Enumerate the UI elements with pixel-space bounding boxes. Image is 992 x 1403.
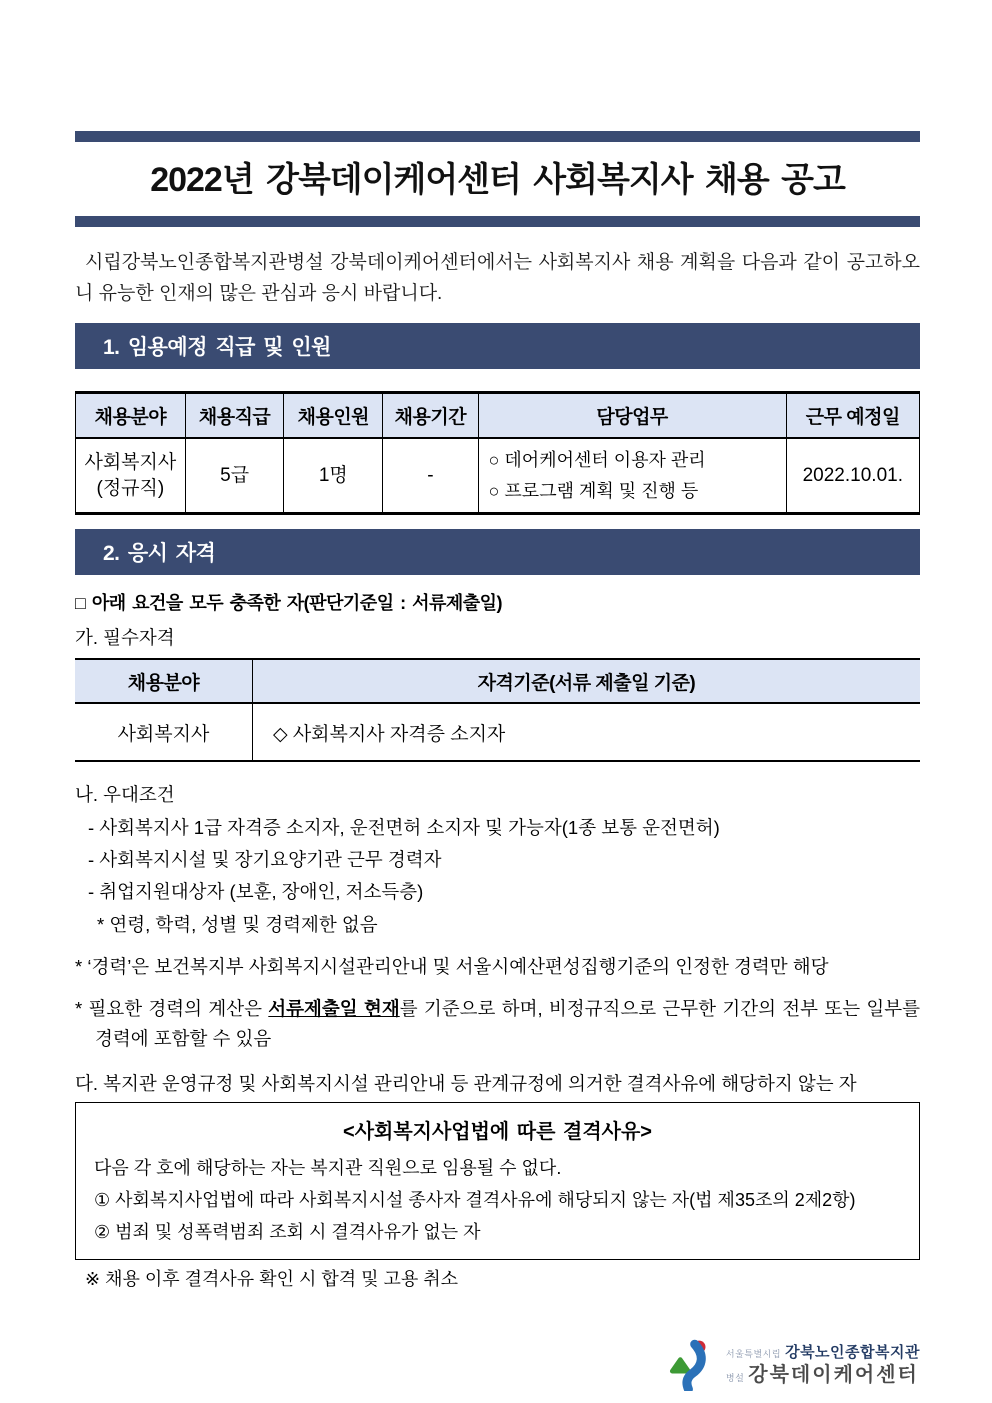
duty-item: ○ 데어케어센터 이용자 관리 bbox=[488, 450, 706, 471]
sub-label-a: 가. 필수자격 bbox=[75, 627, 175, 649]
qual-col-header-field: 채용분야 bbox=[75, 659, 252, 703]
logo-org-line bbox=[726, 1344, 920, 1363]
disqualification-line: 다음 각 호에 해당하는 자는 복지관 직원으로 임용될 수 없다. bbox=[94, 1157, 562, 1178]
disqualification-box bbox=[75, 1102, 920, 1260]
position-table bbox=[75, 391, 920, 516]
career-note-2-emphasis: 서류제출일 현재 bbox=[268, 997, 400, 1019]
sub-label-b: 나. 우대조건 bbox=[75, 784, 175, 806]
cell-field bbox=[76, 438, 186, 514]
organization-logo-text bbox=[726, 1344, 920, 1388]
duty-item: ○ 프로그램 계획 및 진행 등 bbox=[488, 480, 699, 501]
document-page bbox=[75, 0, 920, 1396]
organization-logo-icon bbox=[665, 1337, 719, 1396]
position-table-row bbox=[76, 438, 920, 514]
preference-item: - 취업지원대상자 (보훈, 장애인, 저소득층) bbox=[88, 881, 424, 903]
title-rule-bottom bbox=[75, 216, 920, 227]
section2-heading: 2. 응시 자격 bbox=[75, 529, 920, 575]
organization-logo bbox=[665, 1337, 920, 1396]
cell-field-line2: (정규직) bbox=[96, 477, 165, 499]
qualification-header-row bbox=[75, 659, 920, 703]
disqualification-box-title: <사회복지사업법에 따른 결격사유> bbox=[343, 1120, 652, 1143]
cancellation-note: ※ 채용 이후 결격사유 확인 시 합격 및 고용 취소 bbox=[85, 1268, 459, 1289]
cell-count: 1명 bbox=[284, 438, 383, 514]
preference-block bbox=[75, 779, 920, 941]
col-header-period: 채용기간 bbox=[383, 392, 478, 438]
col-header-duties: 담당업무 bbox=[478, 392, 786, 438]
career-note-1: * ‘경력’은 보건복지부 사회복지시설관리안내 및 서울시예산편성집행기준의 인정한 경력만 해당 bbox=[75, 956, 829, 978]
logo-org-prefix: 서울특별시립 bbox=[725, 1349, 782, 1360]
requirement-note: □ 아래 요건을 모두 충족한 자(판단기준일 : 서류제출일) bbox=[75, 593, 503, 614]
preference-star-note: * 연령, 학력, 성별 및 경력제한 없음 bbox=[97, 913, 378, 935]
cell-start-date: 2022.10.01. bbox=[786, 438, 919, 514]
sub-label-c: 다. 복지관 운영규정 및 사회복지시설 관리안내 등 관계규정에 의거한 결격사유에 해당하지 않는 자 bbox=[75, 1072, 857, 1094]
disqualification-line: ② 범죄 및 성폭력범죄 조회 시 결격사유가 없는 자 bbox=[94, 1222, 481, 1243]
col-header-count: 채용인원 bbox=[284, 392, 383, 438]
qual-cell-field: 사회복지사 bbox=[117, 723, 210, 745]
logo-sub-name: 강북데이케어센터 bbox=[748, 1364, 919, 1387]
career-note-2 bbox=[75, 994, 920, 1055]
logo-org-name: 강북노인종합복지관 bbox=[785, 1344, 920, 1362]
cell-grade: 5급 bbox=[185, 438, 284, 514]
page-title: 2022년 강북데이케어센터 사회복지사 채용 공고 bbox=[150, 161, 845, 199]
preference-item: - 사회복지사 1급 자격증 소지자, 운전면허 소지자 및 가능자(1종 보통 운전면허) bbox=[88, 816, 720, 838]
career-note-2-suffix: 를 기준으로 하며, 비정규직으로 근무한 기간의 전부 또는 일부를 경력에 포함할 수 있음 bbox=[95, 997, 920, 1050]
cell-duties bbox=[478, 438, 786, 514]
career-note-2-prefix: * 필요한 경력의 계산은 bbox=[75, 997, 269, 1019]
logo-sub-prefix: 병설 bbox=[725, 1373, 745, 1384]
title-rule-top bbox=[75, 131, 920, 142]
qual-cell-criteria: ◇ 사회복지사 자격증 소지자 bbox=[252, 703, 920, 761]
qualification-row bbox=[75, 703, 920, 761]
col-header-grade: 채용직급 bbox=[185, 392, 284, 438]
cell-period: - bbox=[383, 438, 478, 514]
qualification-table bbox=[75, 658, 920, 762]
section1-heading: 1. 임용예정 직급 및 인원 bbox=[75, 323, 920, 369]
logo-sub-line bbox=[726, 1363, 920, 1388]
intro-paragraph: 시립강북노인종합복지관병설 강북데이케어센터에서는 사회복지사 채용 계획을 다음과 같이 공고하오니 유능한 인재의 많은 관심과 응시 바랍니다. bbox=[75, 252, 920, 304]
disqualification-line: ① 사회복지사업법에 따라 사회복지시설 종사자 결격사유에 해당되지 않는 자(법 제35조의 2제2항) bbox=[94, 1190, 856, 1211]
footer-logo-row bbox=[75, 1337, 920, 1396]
preference-item: - 사회복지시설 및 장기요양기관 근무 경력자 bbox=[88, 848, 442, 870]
qual-col-header-criteria: 자격기준(서류 제출일 기준) bbox=[252, 659, 920, 703]
position-table-header-row bbox=[76, 392, 920, 438]
col-header-field: 채용분야 bbox=[76, 392, 186, 438]
col-header-start-date: 근무 예정일 bbox=[786, 392, 919, 438]
cell-field-line1: 사회복지사 bbox=[84, 451, 177, 473]
